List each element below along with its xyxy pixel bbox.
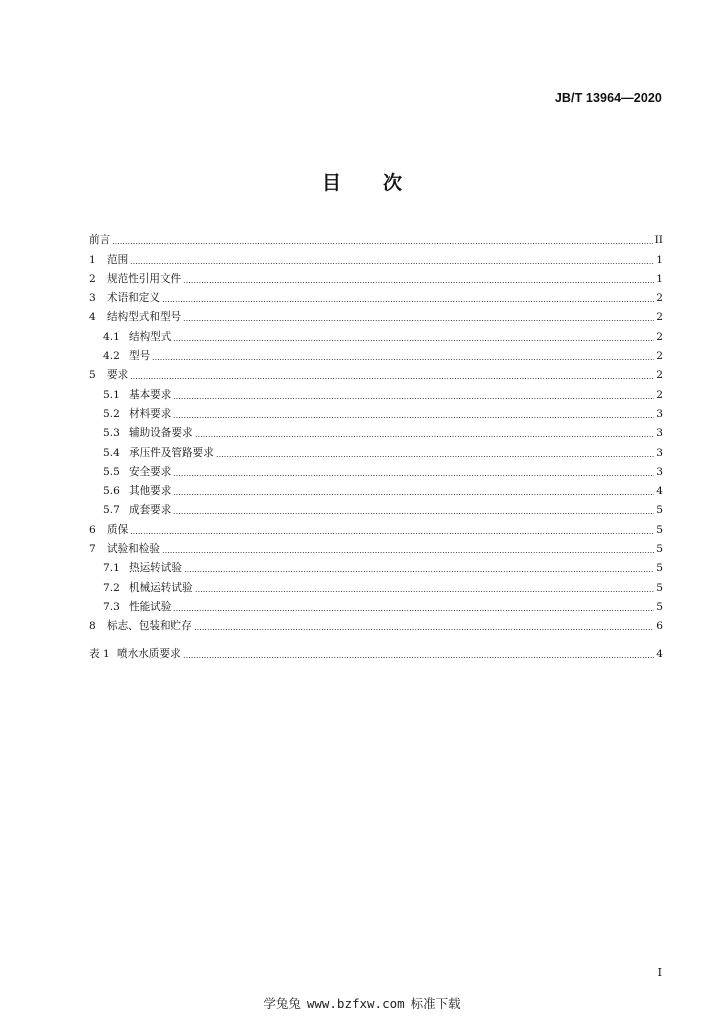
- toc-page-number: 1: [656, 253, 663, 266]
- toc-entry[interactable]: [89, 324, 663, 343]
- toc-page-number: 5: [656, 543, 663, 556]
- title-char-2: 次: [383, 172, 403, 194]
- toc-section-number: 4: [89, 311, 96, 324]
- dot-leader: [194, 629, 655, 630]
- toc-section-title: 成套要求: [129, 504, 172, 517]
- toc-section-title: 结构型式: [129, 330, 172, 343]
- toc-section-number: 7.2: [103, 581, 120, 594]
- toc-page-number: 4: [656, 485, 663, 498]
- toc-page-number: 6: [656, 620, 663, 633]
- toc-section-number: 5.6: [103, 485, 120, 498]
- toc-page-number: 5: [656, 600, 663, 613]
- toc-entry[interactable]: [89, 382, 663, 401]
- toc-section-title: 要求: [107, 369, 129, 382]
- footer-watermark: [0, 994, 724, 1012]
- toc-section-number: 2: [89, 272, 96, 285]
- dot-leader: [184, 571, 654, 572]
- dot-leader: [152, 359, 654, 360]
- toc-section-number: 5: [89, 369, 96, 382]
- toc-entry[interactable]: [89, 421, 663, 440]
- toc-page-number: 5: [656, 504, 663, 517]
- toc-page-number: 2: [656, 292, 663, 305]
- toc-section-number: 5.3: [103, 427, 120, 440]
- toc-section-title: 术语和定义: [107, 292, 160, 305]
- toc-entry[interactable]: [89, 556, 663, 575]
- table-number: 表 1: [89, 648, 110, 661]
- toc-section-title: 辅助设备要求: [129, 427, 193, 440]
- toc-section-number: 5.7: [103, 504, 120, 517]
- toc-page-number: 5: [656, 581, 663, 594]
- toc-section-title: 承压件及管路要求: [129, 446, 214, 459]
- toc-section-number: 5.1: [103, 388, 120, 401]
- toc-entry[interactable]: [89, 305, 663, 324]
- toc-page-number: 5: [656, 562, 663, 575]
- dot-leader: [216, 456, 655, 457]
- toc-section-title: 结构型式和型号: [107, 311, 182, 324]
- toc-page-number: 2: [656, 330, 663, 343]
- page-number: I: [657, 966, 662, 979]
- dot-leader: [130, 263, 654, 264]
- dot-leader: [183, 320, 654, 321]
- toc-entry[interactable]: [89, 440, 663, 459]
- toc-section-title: 试验和检验: [107, 543, 160, 556]
- toc-section-number: 1: [89, 253, 96, 266]
- toc-section-title: 质保: [107, 523, 129, 536]
- toc-section-number: 7: [89, 543, 96, 556]
- toc-page-number: 3: [656, 427, 663, 440]
- toc-section-title: 标志、包装和贮存: [107, 620, 192, 633]
- toc-page-number: 5: [656, 523, 663, 536]
- dot-leader: [173, 494, 654, 495]
- toc-entry[interactable]: [89, 498, 663, 517]
- dot-leader: [130, 378, 654, 379]
- toc-entry[interactable]: [89, 517, 663, 536]
- toc-section-title: 其他要求: [129, 485, 172, 498]
- toc-section-number: 3: [89, 292, 96, 305]
- footer-url[interactable]: www.bzfxw.com: [306, 996, 405, 1011]
- toc-entry[interactable]: [89, 537, 663, 556]
- toc-section-number: 6: [89, 523, 96, 536]
- title-char-1: 目: [321, 172, 341, 194]
- footer-tagline: 标准下载: [410, 996, 461, 1011]
- table-of-contents: [89, 228, 663, 633]
- toc-section-number: 4.1: [103, 330, 120, 343]
- toc-section-number: 7.1: [103, 562, 120, 575]
- toc-page-number: 3: [656, 446, 663, 459]
- dot-leader: [162, 301, 654, 302]
- toc-page-number: 1: [656, 272, 663, 285]
- dot-leader: [162, 552, 654, 553]
- toc-section-title: 机械运转试验: [129, 581, 193, 594]
- toc-entry[interactable]: [89, 614, 663, 633]
- toc-section-number: 5.2: [103, 407, 120, 420]
- toc-section-number: 5.5: [103, 465, 120, 478]
- toc-entry[interactable]: [89, 479, 663, 498]
- toc-page-number: 4: [656, 648, 663, 661]
- toc-entry[interactable]: [89, 575, 663, 594]
- toc-section-title: 范围: [107, 253, 129, 266]
- dot-leader: [173, 398, 654, 399]
- dot-leader: [195, 591, 655, 592]
- dot-leader: [195, 436, 655, 437]
- toc-section-number: 7.3: [103, 600, 120, 613]
- dot-leader: [173, 417, 654, 418]
- dot-leader: [173, 340, 654, 341]
- page-title: [0, 168, 724, 195]
- toc-page-number: 2: [656, 311, 663, 324]
- toc-entry[interactable]: [89, 228, 663, 247]
- dot-leader: [183, 657, 655, 658]
- toc-page-number: 2: [656, 350, 663, 363]
- dot-leader: [173, 513, 654, 514]
- toc-entry[interactable]: [89, 460, 663, 479]
- table-list: [89, 642, 663, 661]
- toc-page-number: 2: [656, 369, 663, 382]
- toc-page-number: 2: [656, 388, 663, 401]
- toc-section-title: 热运转试验: [129, 562, 182, 575]
- toc-page-number: 3: [656, 407, 663, 420]
- dot-leader: [183, 282, 654, 283]
- dot-leader: [112, 243, 652, 244]
- toc-section-number: 4.2: [103, 350, 120, 363]
- table-title: 喷水水质要求: [117, 648, 181, 661]
- table-list-entry[interactable]: [89, 642, 663, 661]
- toc-page-number: 3: [656, 465, 663, 478]
- dot-leader: [173, 610, 654, 611]
- toc-entry[interactable]: [89, 286, 663, 305]
- dot-leader: [173, 475, 654, 476]
- toc-section-title: 材料要求: [129, 407, 172, 420]
- toc-section-title: 型号: [129, 350, 151, 363]
- toc-section-title: 规范性引用文件: [107, 272, 182, 285]
- toc-entry[interactable]: [89, 344, 663, 363]
- toc-section-title: 前言: [89, 234, 111, 247]
- toc-section-title: 安全要求: [129, 465, 172, 478]
- toc-page-number: II: [654, 234, 663, 247]
- toc-entry[interactable]: [89, 247, 663, 266]
- toc-section-title: 基本要求: [129, 388, 172, 401]
- toc-entry[interactable]: [89, 267, 663, 286]
- dot-leader: [130, 533, 654, 534]
- toc-section-number: 8: [89, 620, 96, 633]
- toc-entry[interactable]: [89, 363, 663, 382]
- toc-section-number: 5.4: [103, 446, 120, 459]
- standard-code: JB/T 13964—2020: [554, 91, 662, 105]
- toc-section-title: 性能试验: [129, 600, 172, 613]
- toc-entry[interactable]: [89, 595, 663, 614]
- toc-entry[interactable]: [89, 402, 663, 421]
- footer-brand: 学兔兔: [263, 996, 301, 1011]
